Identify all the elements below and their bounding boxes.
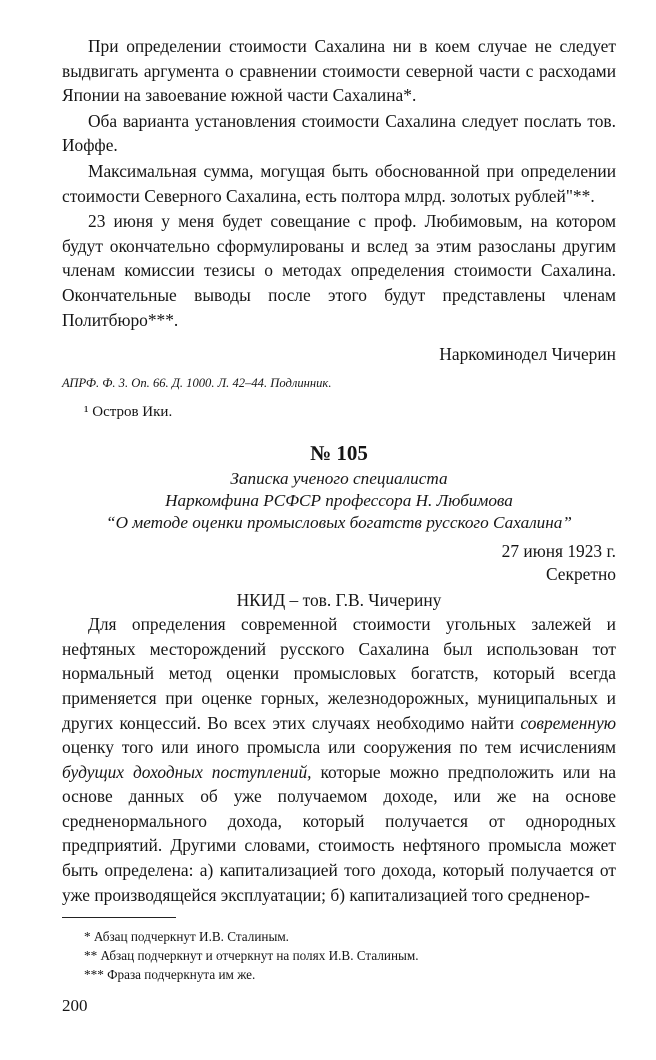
main-paragraph [62,612,616,907]
footnote: *** Фраза подчеркнута им же. [84,967,256,982]
top-text-block [62,34,616,907]
main-text-part: оценку того или иного промысла или сооружения по тем исчислениям [62,737,616,758]
document-date: 27 июня 1923 г. [501,541,616,562]
heading-line: Наркомфина РСФСР профессора Н. Любимова [165,491,513,511]
paragraph: Оба варианта установления стоимости Сахалина следует послать тов. Иоффе. [62,110,616,156]
addressee: НКИД – тов. Г.В. Чичерину [236,590,442,611]
footnote: ** Абзац подчеркнут и отчеркнут на полях И.В. Сталиным. [84,948,419,963]
archive-reference: АПРФ. Ф. 3. Оп. 66. Д. 1000. Л. 42–44. Подлинник. [62,376,332,391]
paragraph: При определении стоимости Сахалина ни в коем случае не следует выдвигать аргумента о сравнении стоимости северной части с расходами Японии на завоевание южной части Сахалина*. [62,36,616,106]
emphasis: будущих доходных поступлений, [62,761,312,782]
paragraph: Максимальная сумма, могущая быть обоснованной при определении стоимости Северного Сахалина, есть полтора млрд. золотых рублей"**. [62,160,616,206]
footnotes [62,927,616,984]
signature: Наркоминодел Чичерин [439,344,616,365]
main-text-part: Для определения современной стоимости угольных залежей и нефтяных месторождений русского Сахалина был использован тот нормальный метод оценки промысловых богатств, который всегда применяется при оценке горных, железнодорожных, муниципальных и других концессий. Во всех этих случаях необходимо найти [62,614,616,733]
document-number: № 105 [310,441,368,466]
secrecy-mark: Секретно [546,564,616,585]
page-number: 200 [62,996,88,1015]
heading-line: “О методе оценки промысловых богатств русского Сахалина” [106,513,572,533]
footnote-divider [62,917,176,918]
emphasis: современную [520,712,616,733]
footnote: * Абзац подчеркнут И.В. Сталиным. [84,929,289,944]
document-heading [62,468,616,534]
main-text-part: которые можно предположить или на основе данных об уже получаемом доходе, или же на основе средненормального дохода, который получается от однородных предприятий. Другими словами, стоимость нефтяного промысла может быть определена: а) капитализацией того дохода, который получается от уже производящейся эксплуатации; б) капитализацией того средненор- [62,761,616,905]
footnote-1: ¹ Остров Ики. [84,404,173,421]
heading-line: Записка ученого специалиста [230,469,448,489]
paragraph: 23 июня у меня будет совещание с проф. Любимовым, на котором будут окончательно сформулированы и вслед за этим разосланы другим членам комиссии тезисы о методах определения стоимости Сахалина. Окончательные выводы после этого будут представлены членам Политбюро***. [62,211,616,330]
